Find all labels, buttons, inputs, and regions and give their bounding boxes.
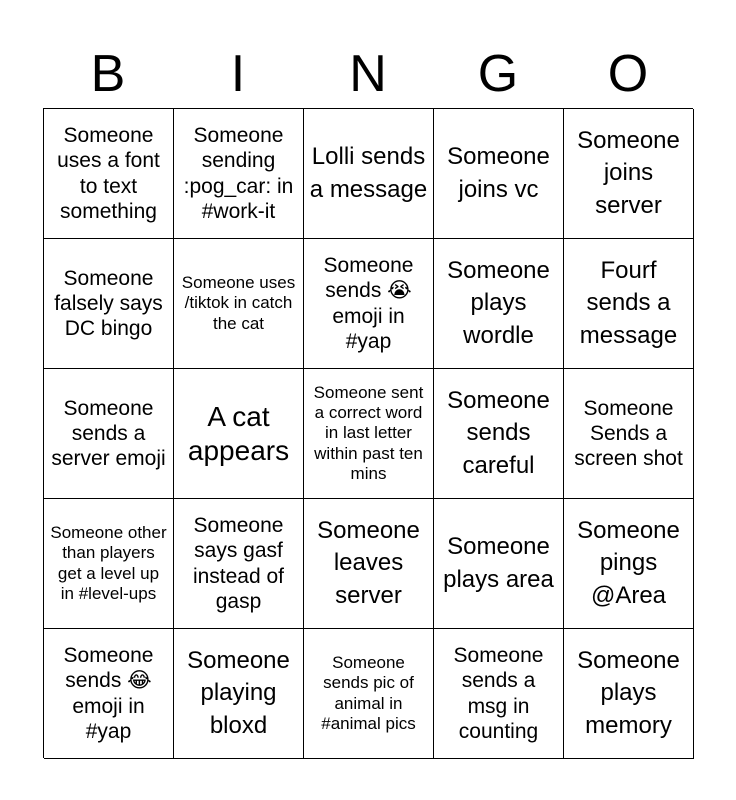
bingo-cell[interactable]: Someone pings @Area [564,499,694,629]
bingo-cell[interactable]: A cat appears [174,369,304,499]
bingo-cell[interactable]: Someone falsely says DC bingo [44,239,174,369]
bingo-header [43,40,693,108]
bingo-cell[interactable]: Someone Sends a screen shot [564,369,694,499]
bingo-cell[interactable]: Someone sends a server emoji [44,369,174,499]
bingo-cell[interactable]: Someone joins server [564,109,694,239]
header-letter-o: O [607,45,649,103]
bingo-card [43,108,693,758]
bingo-cell[interactable]: Someone other than players get a level up in #level-ups [44,499,174,629]
bingo-cell[interactable]: Someone sends pic of animal in #animal pics [304,629,434,759]
bingo-cell[interactable]: Lolli sends a message [304,109,434,239]
header-letter-n: N [349,45,387,103]
bingo-cell[interactable]: Someone sends 😂 emoji in #yap [44,629,174,759]
bingo-cell[interactable]: Fourf sends a message [564,239,694,369]
bingo-cell[interactable]: Someone plays wordle [434,239,564,369]
bingo-cell[interactable]: Someone playing bloxd [174,629,304,759]
bingo-cell[interactable]: Someone plays area [434,499,564,629]
bingo-cell[interactable]: Someone leaves server [304,499,434,629]
bingo-cell[interactable]: Someone uses a font to text something [44,109,174,239]
bingo-cell[interactable]: Someone sends 😭 emoji in #yap [304,239,434,369]
header-letter-b: B [90,45,126,103]
header-letter-i: I [230,45,246,103]
bingo-cell[interactable]: Someone sends careful [434,369,564,499]
bingo-cell[interactable]: Someone joins vc [434,109,564,239]
bingo-cell[interactable]: Someone sends a msg in counting [434,629,564,759]
bingo-cell[interactable]: Someone plays memory [564,629,694,759]
bingo-cell[interactable]: Someone sending :pog_car: in #work-it [174,109,304,239]
header-letter-g: G [477,45,519,103]
bingo-cell[interactable]: Someone says gasf instead of gasp [174,499,304,629]
bingo-cell[interactable]: Someone uses /tiktok in catch the cat [174,239,304,369]
bingo-cell[interactable]: Someone sent a correct word in last letter within past ten mins [304,369,434,499]
